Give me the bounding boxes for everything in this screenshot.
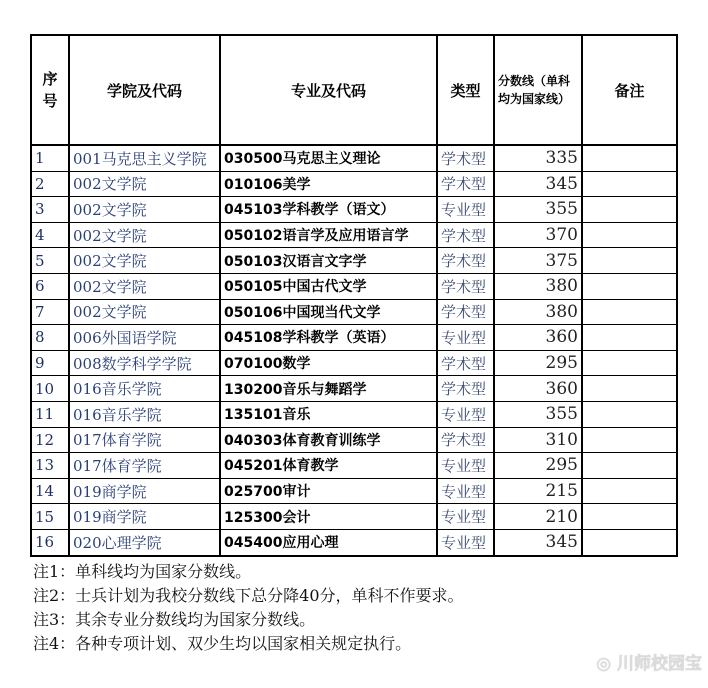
cell-college: 016音乐学院 [69,376,220,402]
cell-index: 2 [31,171,69,197]
cell-type: 专业型 [437,197,494,223]
table-row [31,325,677,351]
header-index: 序号 [31,35,69,145]
table-row [31,427,677,453]
cell-major: 010106美学 [220,171,437,197]
cell-index: 15 [31,504,69,530]
cell-index: 5 [31,248,69,274]
cell-index: 6 [31,273,69,299]
cell-college: 016音乐学院 [69,401,220,427]
cell-type: 学术型 [437,273,494,299]
cell-college: 006外国语学院 [69,325,220,351]
table-row [31,171,677,197]
cell-score: 215 [494,478,582,504]
cell-college: 001马克思主义学院 [69,145,220,171]
cell-index: 8 [31,325,69,351]
cell-index: 7 [31,299,69,325]
cell-type: 专业型 [437,478,494,504]
cell-remark [582,299,677,325]
cell-score: 380 [494,299,582,325]
cell-major: 025700审计 [220,478,437,504]
cell-major: 045103学科教学（语文） [220,197,437,223]
cell-major: 130200音乐与舞蹈学 [220,376,437,402]
cell-college: 002文学院 [69,171,220,197]
score-table [30,34,678,557]
cell-major: 050103汉语言文字学 [220,248,437,274]
cell-college: 019商学院 [69,504,220,530]
table-row [31,478,677,504]
cell-score: 355 [494,197,582,223]
cell-remark [582,350,677,376]
cell-index: 14 [31,478,69,504]
cell-index: 10 [31,376,69,402]
cell-remark [582,145,677,171]
cell-major: 050106中国现当代文学 [220,299,437,325]
cell-score: 310 [494,427,582,453]
weibo-icon: ◎ [596,654,612,674]
cell-college: 002文学院 [69,299,220,325]
table-row [31,453,677,479]
note-3: 注3：其余专业分数线均为国家分数线。 [33,610,316,629]
cell-score: 335 [494,145,582,171]
cell-remark [582,197,677,223]
cell-score: 345 [494,529,582,555]
cell-type: 专业型 [437,453,494,479]
table-row [31,350,677,376]
cell-index: 12 [31,427,69,453]
header-college: 学院及代码 [69,35,220,145]
cell-remark [582,171,677,197]
cell-type: 专业型 [437,529,494,555]
table-row [31,401,677,427]
cell-type: 专业型 [437,504,494,530]
cell-score: 380 [494,273,582,299]
cell-type: 学术型 [437,376,494,402]
table-row [31,376,677,402]
cell-college: 020心理学院 [69,529,220,555]
cell-type: 学术型 [437,427,494,453]
cell-college: 002文学院 [69,197,220,223]
cell-remark [582,376,677,402]
cell-remark [582,325,677,351]
cell-score: 360 [494,376,582,402]
cell-type: 学术型 [437,171,494,197]
table-row [31,299,677,325]
table-row [31,504,677,530]
cell-major: 045108学科教学（英语） [220,325,437,351]
cell-index: 13 [31,453,69,479]
cell-index: 3 [31,197,69,223]
cell-major: 050102语言学及应用语言学 [220,222,437,248]
cell-score: 375 [494,248,582,274]
cell-score: 355 [494,401,582,427]
cell-index: 11 [31,401,69,427]
cell-type: 学术型 [437,145,494,171]
cell-index: 9 [31,350,69,376]
cell-type: 学术型 [437,222,494,248]
cell-college: 002文学院 [69,273,220,299]
cell-score: 295 [494,453,582,479]
cell-college: 017体育学院 [69,427,220,453]
cell-college: 008数学科学学院 [69,350,220,376]
cell-index: 1 [31,145,69,171]
cell-score: 210 [494,504,582,530]
cell-major: 050105中国古代文学 [220,273,437,299]
cell-remark [582,401,677,427]
header-type: 类型 [437,35,494,145]
cell-college: 002文学院 [69,248,220,274]
cell-remark [582,427,677,453]
cell-major: 040303体育教育训练学 [220,427,437,453]
header-remark: 备注 [582,35,677,145]
cell-major: 135101音乐 [220,401,437,427]
note-4: 注4：各种专项计划、双少生均以国家相关规定执行。 [33,634,412,653]
table-row [31,197,677,223]
table-row [31,273,677,299]
watermark: ◎ 川师校园宝 [596,654,702,674]
cell-remark [582,222,677,248]
table-row [31,248,677,274]
cell-score: 370 [494,222,582,248]
cell-major: 125300会计 [220,504,437,530]
cell-major: 045201体育教学 [220,453,437,479]
cell-remark [582,529,677,555]
cell-score: 360 [494,325,582,351]
table-header [31,35,677,145]
cell-type: 专业型 [437,325,494,351]
cell-score: 345 [494,171,582,197]
table-row [31,529,677,555]
cell-type: 专业型 [437,401,494,427]
cell-college: 019商学院 [69,478,220,504]
cell-major: 030500马克思主义理论 [220,145,437,171]
cell-index: 4 [31,222,69,248]
cell-type: 学术型 [437,299,494,325]
cell-type: 学术型 [437,350,494,376]
table-row [31,222,677,248]
cell-major: 045400应用心理 [220,529,437,555]
note-2: 注2：士兵计划为我校分数线下总分降40分，单科不作要求。 [33,586,464,605]
note-1: 注1：单科线均为国家分数线。 [33,562,252,581]
cell-score: 295 [494,350,582,376]
cell-remark [582,248,677,274]
cell-index: 16 [31,529,69,555]
cell-college: 017体育学院 [69,453,220,479]
header-score: 分数线（单科均为国家线） [494,35,582,145]
cell-remark [582,504,677,530]
cell-major: 070100数学 [220,350,437,376]
cell-type: 学术型 [437,248,494,274]
table-row [31,145,677,171]
notes [33,560,464,656]
header-major: 专业及代码 [220,35,437,145]
cell-remark [582,478,677,504]
cell-remark [582,453,677,479]
cell-college: 002文学院 [69,222,220,248]
cell-remark [582,273,677,299]
